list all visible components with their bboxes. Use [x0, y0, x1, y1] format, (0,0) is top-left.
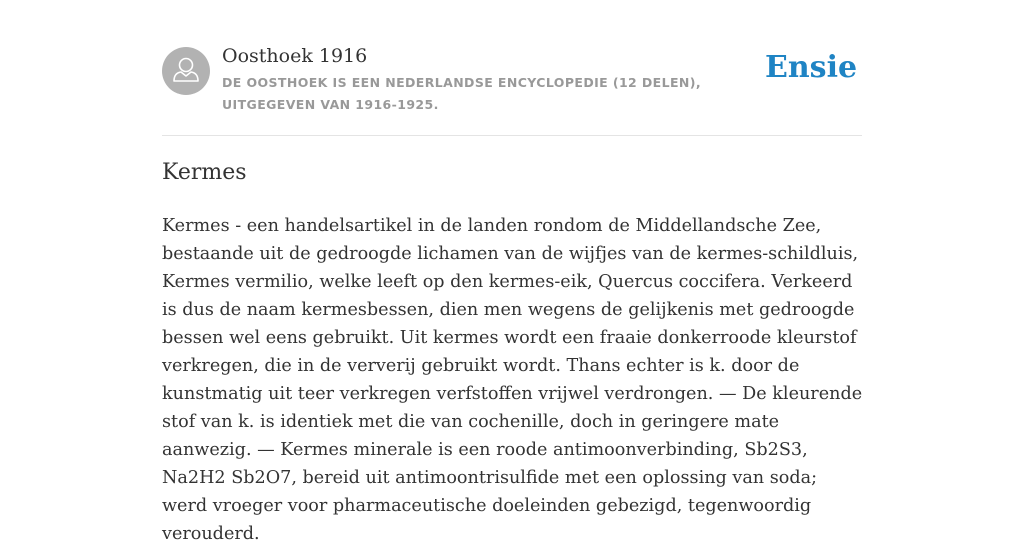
article-title: Kermes	[162, 160, 247, 185]
page-container	[162, 0, 863, 544]
article-body: Kermes - een handelsartikel in de landen rondom de Middellandsche Zee, bestaande uit de gedroogde lichamen van de wijfjes van de kermes-schildluis, Kermes vermilio, welke leeft op den kermes-eik, Quercus coccifera. Verkeerd is dus de naam kermesbessen, dien men wegens de gelijkenis met gedroogde bessen wel eens gebruikt. Uit kermes wordt een fraaie donkerroode kleurstof verkregen, die in de ververij gebruikt wordt. Thans echter is k. door de kunstmatig uit teer verkregen verfstoffen vrijwel verdrongen. — De kleurende stof van k. is identiek met die van cochenille, doch in geringere mate aanwezig. — Kermes minerale is een roode antimoonverbinding, Sb2S3, Na2H2 Sb2O7, bereid uit antimoontrisulfide met een oplossing van soda; werd vroeger voor pharmaceutische doeleinden gebezigd, tegenwoordig verouderd.	[162, 216, 863, 544]
source-description: DE OOSTHOEK IS EEN NEDERLANDSE ENCYCLOPEDIE (12 DELEN), UITGEGEVEN VAN 1916-1925.	[222, 75, 702, 112]
user-silhouette-icon[interactable]	[162, 47, 210, 95]
ensie-logo-link[interactable]: Ensie	[765, 50, 858, 85]
source-name[interactable]: Oosthoek 1916	[222, 45, 368, 67]
source-header	[162, 0, 862, 136]
